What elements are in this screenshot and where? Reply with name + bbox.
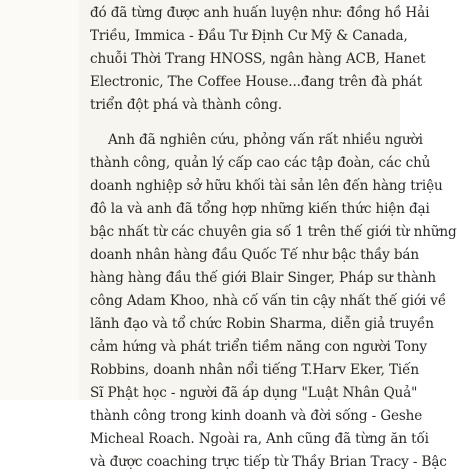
text-line: công Adam Khoo, nhà cố vấn tin cậy nhất thế giới về	[90, 293, 447, 309]
paragraph-gap	[90, 117, 400, 129]
text-line: đó đã từng được anh huấn luyện như: đồng hồ Hải	[90, 5, 430, 21]
text-line: chuỗi Thời Trang HNOSS, ngân hàng ACB, Hanet	[90, 51, 426, 67]
text-line: doanh nhân hàng đầu Quốc Tế như bậc thầy bán	[90, 247, 419, 263]
text-line: Micheal Roach. Ngoài ra, Anh cũng đã từng ăn tối	[90, 431, 429, 447]
text-line: hàng hàng đầu thế giới Blair Singer, Pháp sư thành	[90, 270, 437, 286]
text-line: Robbins, doanh nhân nổi tiếng T.Harv Eker, Tiến	[90, 362, 419, 378]
text-line: và được coaching trực tiếp từ Thầy Brian Tracy - Bậc	[90, 454, 447, 470]
text-line: doanh nghiệp sở hữu khối tài sản lên đến hàng triệu	[90, 178, 443, 194]
text-line: thành công trong kinh doanh và đời sống - Geshe	[90, 408, 423, 424]
text-line: triển đột phá và thành công.	[90, 97, 282, 113]
text-line: đô la và anh đã tổng hợp những kiến thức hiện đại	[90, 201, 430, 217]
text-column	[90, 2, 457, 474]
text-line: Triều, Immica - Đầu Tư Định Cư Mỹ & Canada,	[90, 28, 408, 44]
text-line: Sĩ Phật học - người đã áp dụng "Luật Nhân Quả"	[90, 385, 418, 401]
paragraph-2	[90, 129, 457, 474]
text-line: thành công, quản lý cấp cao các tập đoàn, các chủ	[90, 155, 431, 171]
text-line: cảm hứng và phát triển tiềm năng con người Tony	[90, 339, 427, 355]
text-line: bậc nhất từ các chuyên gia số 1 trên thế giới từ những	[90, 224, 457, 240]
text-line: lãnh đạo và tổ chức Robin Sharma, diễn giả truyền	[90, 316, 434, 332]
text-line: Electronic, The Coffee House...đang trên đà phát	[90, 74, 423, 90]
text-line: Anh đã nghiên cứu, phỏng vấn rất nhiều người	[108, 132, 423, 148]
paragraph-1	[90, 2, 430, 117]
